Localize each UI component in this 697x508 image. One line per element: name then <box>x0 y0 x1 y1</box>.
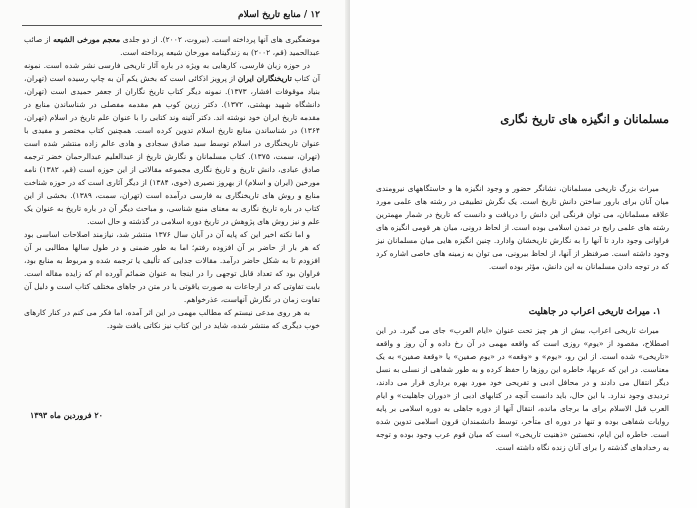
paragraph-text: و اما نکته اخیر این که پایه آن در آبان سال ۱۳۷۶ منتشر شد، نیازمند اصلاحات اساسی بود که هر بار از حاضر بر آن افزوده رفتم؛ اما به طور ضمنی و در طول سالها مطالبی بر آن افزودم تا به شکل حاضر درآمد. مقالات جدایی که تألیف یا ترجمه شده و مربوط به منابع بود، فراوان بود که تعداد قابل توجهی را در اینجا به عنوان ضمائم آورده ام که زایده مقاله است. بابت تفاوتی که در ارجاعات به صورت یاقوتی یا در متن در جاهای مختلف کتاب است و دلیل آن تفاوت زمان در نگارش آنهاست، عذرخواهم. <box>24 230 320 304</box>
paragraph <box>24 33 320 59</box>
date-line: ۲۰ فروردین ماه ۱۳۹۳ <box>30 410 103 420</box>
paragraph <box>24 59 320 228</box>
section-heading: ۱. میراث تاریخی اعراب در جاهلیت <box>528 307 661 317</box>
section-paragraph: میراث تاریخی اعراب، بیش از هر چیز تحت عنوان «ایام العرب» جای می گیرد. در این اصطلاح، مقصود از «یوم» روزی است که واقعه مهمی در آن رخ داده و آن روز و واقعه «تاریخی» شده است. از این رو، «یوم» و «وقعه» در «یوم صفین» یا «وقعة صفین» به یک معناست. در این که عربها، خاطره این روزها را حفظ کرده و به طور شفاهی از نسلی به نسل دیگر انتقال می دادند و در محافل ادبی و تفریحی خود مورد بهره برداری قرار می دادند، تردیدی وجود ندارد. با این حال، باید دانست آنچه در کتابهای ادبی از «دوران جاهلیت» و ایام العرب قبل الاسلام برای ما برجای مانده، انتقال آنها از دوره جاهلی به دوره اسلامی بر پایه روایات شفاهی بوده و تنها در دوره ای متأخر، توسط دانشمندان قرون اسلامی تدوین شده است. خاطره این ایام، نخستین «ذهنیت تاریخی» است که میان قوم عرب وجود بوده و توجه به رخدادهای گذشته را برای آنان زنده نگاه داشته است. <box>376 326 669 452</box>
paragraph-text: از پرویز اذکائی است که بخش یکم آن به چاپ رسیده است (تهران، بنیاد موقوفات افشار، ۱۳۷۳). نمونه دیگر کتاب تاریخ نگاران از جعفر حمیدی است (تهران، دانشگاه شهید بهشتی، ۱۳۷۲). دکتر زرین کوب هم مقدمه مفصلی در شناساندن منابع در مقدمه تاریخ ایران خود نوشته اند. دکتر آئینه وند کتابی را با عنوان علم تاریخ در اسلام (تهران، ۱۳۶۴) در شناساندن منابع تاریخ اسلام تدوین کرده است. همچنین کتاب مختصر و مفیدی با عنوان تاریخنگاری در اسلام توسط سید صادق سجادی و هادی عالم زاده منتشر شده است (تهران، سمت، ۱۳۷۵). کتاب مسلمانان و نگارش تاریخ از عبدالعلیم عبدالرحمان خضر ترجمه صادق عبادی، دانش تاریخ و تاریخ نگاری مجموعه مقالاتی از این حوزه است (قم، ۱۳۸۲) نامه مورخین (ایران و اسلام) از بهروز نصیری (خوی، ۱۳۸۴) از دیگر آثاری است که در حوزه شناخت منابع و روش های تاریخنگاری به فارسی درآمده است (تهران، سمت، ۱۳۸۹). بخشی از این کتاب در باره تاریخ نگاری به معنای منبع شناسی، و مباحث دیگر آن در باره تاریخ به عنوان یک علم و نیز روش های پژوهش در تاریخ دوره اسلامی در گذشته و حال است. <box>24 74 320 226</box>
paragraph <box>24 306 320 332</box>
right-page <box>350 0 697 508</box>
paragraph-text: موضعگیری های آنها پرداخته است. (بیروت، ۲۰۰۲). از دو جلدی <box>120 35 320 44</box>
paragraph-text: در حوزه زبان فارسی، کارهایی به ویژه در باره آثار تاریخی فارسی نشر شده است. نمونه آن کتاب <box>24 61 320 83</box>
book-title-emphasis: معجم مورخی الشیعه <box>53 35 121 44</box>
paragraph-text: به هر روی مدعی نیستم که مطالب مهمی در این اثر آمده، اما فکر می کنم در کنار کارهای خوب دیگری که منتشر شده، شاید در این کتاب نیز نکاتی یافت شود. <box>24 308 320 330</box>
book-title-emphasis: تاریخنگاران ایران <box>237 74 292 83</box>
header-rule <box>22 25 322 26</box>
section-body <box>376 324 669 454</box>
running-head: ۱۲ / منابع تاریخ اسلام <box>238 10 320 20</box>
chapter-title: مسلمانان و انگیزه های تاریخ نگاری <box>500 112 669 126</box>
left-page-body <box>24 33 320 332</box>
paragraph <box>24 228 320 306</box>
right-page-intro <box>376 182 669 273</box>
paragraph-text: از صائب عبدالحمید (قم، ۲۰۰۲) به زندگینامه مورخان شیعه پرداخته است. <box>24 35 320 57</box>
intro-paragraph: میراث بزرگ تاریخی مسلمانان، نشانگر حضور و وجود انگیزه ها و خاستگاههای نیرومندی میان آنان برای بارور ساختن دانش تاریخ است. یک نگرش تطبیقی در رشته های علمی مورد علاقه مسلمانان، می توان فرنگی این دانش را دریافت و دانست که تاریخ در شمار مهمترین رشته های علمی رایج در تمدن اسلامی بوده است. از لحاظ درونی، میان هر قومی انگیزه های فراوانی وجود دارد تا آنها را به نگارش تاریخشان وادارد. چنین انگیزه هایی میان مسلمانان نیز وجود داشته است. صرفنظر از آنها، از لحاظ بیرونی، می توان به زمینه های خاصی اشاره کرد که در توجه دادن مسلمانان به این دانش، مؤثر بوده است. <box>376 184 669 271</box>
